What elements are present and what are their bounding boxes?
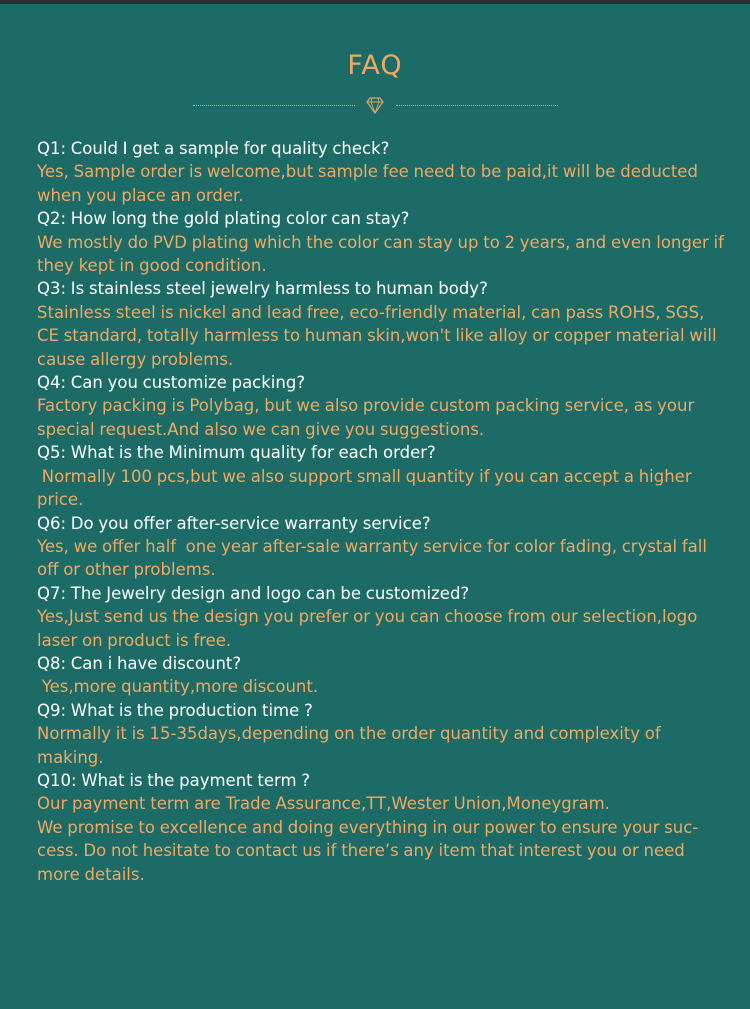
faq-answer: Stainless steel is nickel and lead free, eco-friendly material, can pass ROHS, SGS, CE standard, totally harmless to human skin,won't like alloy or copper material will cause allergy problems. bbox=[37, 302, 722, 369]
faq-question: Q10: What is the payment term ? bbox=[37, 770, 311, 790]
faq-question: Q6: Do you offer after-service warranty service? bbox=[37, 513, 431, 533]
faq-answer: Yes, we offer half one year after-sale warranty service for color fading, crystal fall off or other problems. bbox=[37, 536, 712, 580]
faq-question: Q7: The Jewelry design and logo can be customized? bbox=[37, 583, 470, 603]
faq-answer: We mostly do PVD plating which the color can stay up to 2 years, and even longer if they kept in good condition. bbox=[37, 232, 729, 276]
faq-answer: Yes, Sample order is welcome,but sample fee need to be paid,it will be deducted when you place an order. bbox=[37, 162, 703, 205]
faq-question: Q3: Is stainless steel jewelry harmless to human body? bbox=[37, 279, 488, 299]
faq-answer: Normally 100 pcs,but we also support small quantity if you can accept a higher price. bbox=[37, 466, 697, 510]
faq-question: Q5: What is the Minimum quality for each order? bbox=[37, 443, 436, 463]
faq-list bbox=[37, 137, 727, 886]
faq-answer: Yes,Just send us the design you prefer or you can choose from our selection,logo laser on product is free. bbox=[37, 607, 703, 650]
faq-answer: Yes,more quantity,more discount. bbox=[37, 677, 319, 697]
divider-line-left bbox=[193, 105, 355, 106]
faq-answer: Factory packing is Polybag, but we also provide custom packing service, as your special request.And also we can give you suggestions. bbox=[37, 396, 700, 439]
faq-question: Q4: Can you customize packing? bbox=[37, 373, 306, 393]
faq-question: Q9: What is the production time ? bbox=[37, 700, 313, 720]
faq-question: Q8: Can i have discount? bbox=[37, 653, 242, 673]
diamond-icon bbox=[366, 97, 384, 114]
faq-answer: Our payment term are Trade Assurance,TT,Wester Union,Moneygram. We promise to excellence and doing everything in our power to ensure your suc-cess. Do not hesitate to contact us if there’s any item that interest you or need more details. bbox=[37, 794, 699, 884]
page-title: FAQ bbox=[347, 50, 403, 81]
divider-line-right bbox=[396, 105, 558, 106]
title-divider bbox=[0, 96, 750, 116]
faq-question: Q1: Could I get a sample for quality check? bbox=[37, 139, 390, 158]
top-bar bbox=[0, 0, 750, 4]
faq-question: Q2: How long the gold plating color can stay? bbox=[37, 209, 410, 229]
faq-answer: Normally it is 15-35days,depending on the order quantity and complexity of making. bbox=[37, 724, 666, 767]
